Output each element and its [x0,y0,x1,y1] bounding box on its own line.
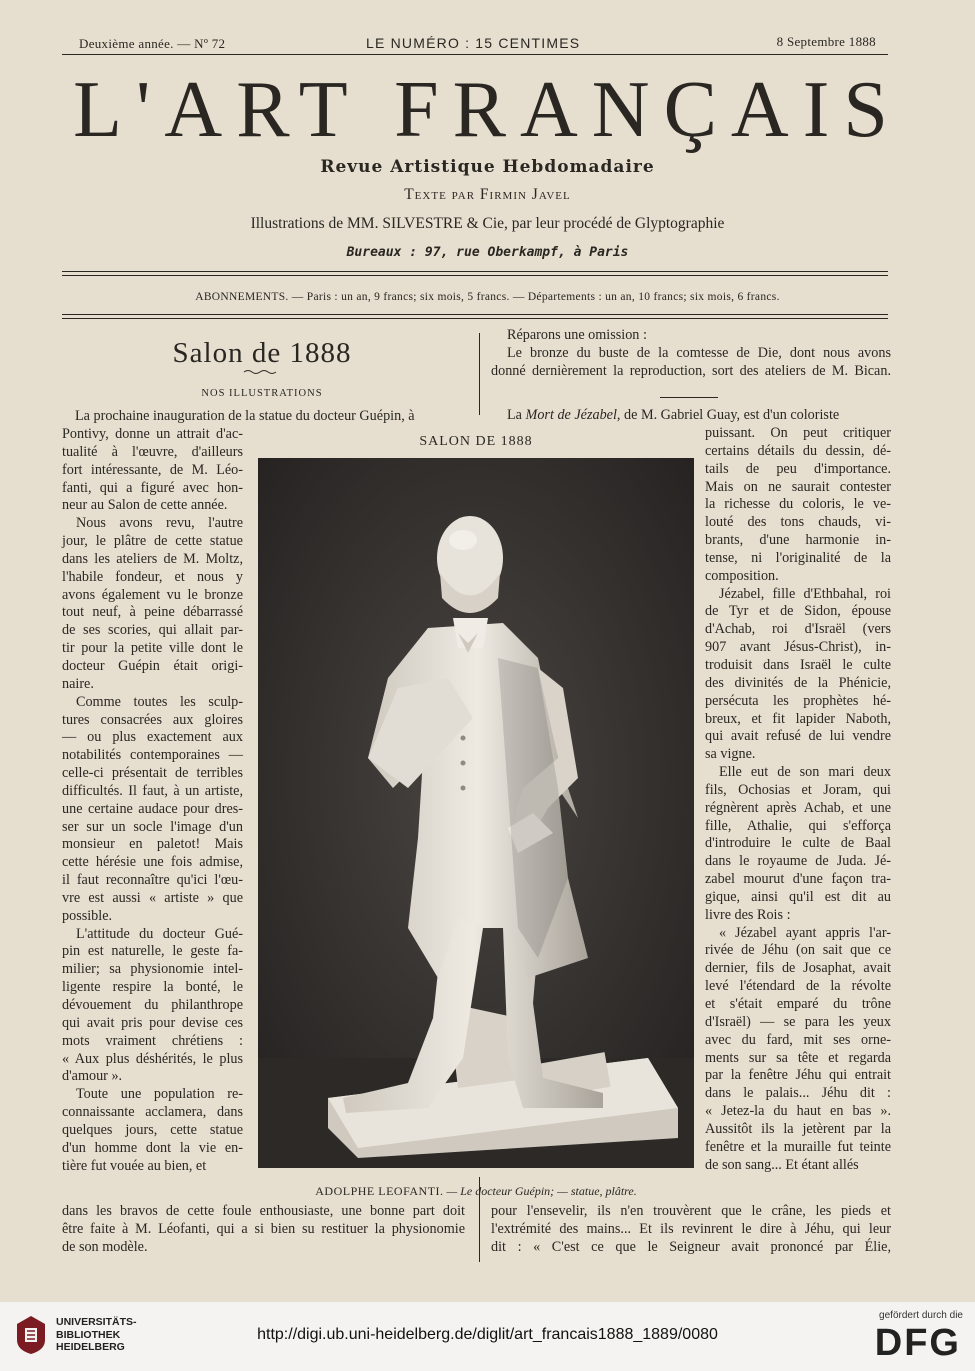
text-line: connaissante acclamera, dans [62,1104,243,1121]
text-line: puissant. On peut critiquer [705,425,891,441]
issue-number: Deuxième année. — Nº 72 [79,36,226,51]
text-line: cette hérésie une fois admise, [62,854,243,871]
text-line: dans les bravos de cette foule enthousiaste, une bonne part doit [62,1203,465,1219]
text-line: Mais on ne saurait contester [705,478,891,495]
text-line: par la fenêtre Jéhu qui entrait [705,1067,891,1084]
text-line: levé l'étendard de la révolte [705,978,891,995]
text-line: dernier, fils de Josaphat, avait [705,960,891,977]
heading-ornament [242,369,282,375]
text-line: dans les ateliers de M. Moltz, [62,550,243,567]
issue-price: LE NUMÉRO : 15 CENTIMES [366,35,581,51]
library-line-3: HEIDELBERG [56,1341,125,1353]
text-line: breux, et fit lapider Naboth, [705,710,891,727]
figure-label: SALON DE 1888 [419,434,533,449]
text-line: « Aux plus déshérités, le plus [62,1050,243,1067]
text-line: quelques jours, cette statue [62,1121,243,1138]
library-line-2: BIBLIOTHEK [56,1328,121,1341]
text-line: de ses scories, qui allait par- [62,622,243,639]
text-line: livre des Rois : [705,906,791,923]
text-line: d'Achab, roi d'Israël (vers [705,621,891,638]
text-line: vre est aussi « artiste » que [62,889,243,906]
text-line: 907 avant Jésus-Christ), in- [705,639,891,656]
text-line: troduisit dans Israël le culte [705,656,891,673]
subscriptions-rule-1 [62,314,888,315]
column-divider-top [479,333,480,415]
text-line: brants, d'une harmonie in- [705,532,891,549]
masthead-rule-1 [62,271,888,272]
statue-photograph [258,458,694,1168]
text-line: mots vraiment chrétiens : [62,1032,243,1049]
right-column-bottom [491,1203,891,1257]
jezabel-line: La Mort de Jézabel, de M. Gabriel Guay, est d'un coloriste [507,407,840,423]
text-line: Elle eut de son mari deux [719,764,891,781]
text-line: neur au Salon de cette année. [62,497,228,514]
text-line: Comme toutes les sculp- [76,693,243,710]
article-heading: Salon de 1888 [172,337,352,369]
text-line: régnèrent après Achab, et une [705,799,891,816]
caption-title: — Le docteur Guépin; — statue, plâtre. [446,1184,637,1198]
left-column-bottom [62,1203,465,1257]
text-line: dans le royaume de Juda. Jé- [705,853,891,870]
header-rule [62,54,888,55]
text-line: pour l'ensevelir, ils n'en trouvèrent que le crâne, les pieds et [491,1203,891,1219]
masthead-rule-2 [62,275,888,276]
text-line: naire. [62,675,94,692]
text-line: de Tyr et de Sidon, épouse [705,603,891,620]
masthead-subtitle: Revue Artistique Hebdomadaire [320,157,655,177]
text-line: gique, ainsi qu'il est dit au [705,888,891,905]
text-line: fille, Athalie, qui s'efforça [705,817,891,834]
text-line: Nous avons revu, l'autre [76,515,243,532]
text-line: tout neuf, à peine débarrassé [62,604,243,621]
text-line: composition. [705,567,779,584]
text-line: dans le palais... Jéhu dit : [705,1085,891,1102]
text-line: d'Israël) — se para les yeux [705,1013,891,1030]
text-line: de son modèle. [62,1238,148,1255]
caption-artist: ADOLPHE LEOFANTI. [315,1184,444,1198]
text-line: une certaine audace pour dres- [62,800,243,817]
text-line: L'attitude du docteur Gué- [76,925,243,942]
text-line: Pontivy, donne un attrait d'ac- [62,426,243,442]
text-line: ser sur un socle l'image d'un [62,818,243,835]
text-line: fils, Ochosias et Joram, qui [705,781,891,798]
text-line: sa vigne. [705,746,756,763]
text-line: fanti, qui a figuré avec hon- [62,479,243,496]
text-line: être faite à M. Léofanti, qui a si bien su restituer la physionomie [62,1220,465,1237]
text-line: tures consacrées aux gloires [62,711,243,728]
text-line: d'introduire le culte de Baal [705,835,891,852]
figure-caption [258,1184,694,1199]
text-line: tière fut vouée au bien, et [62,1157,207,1174]
source-url-link[interactable]: http://digi.ub.uni-heidelberg.de/diglit/art_francais1888_1889/0080 [257,1326,718,1343]
text-line: possible. [62,907,113,924]
text-line: tualité à l'œuvre, d'ailleurs [62,443,243,460]
subscriptions-line: ABONNEMENTS. — Paris : un an, 9 francs; six mois, 5 francs. — Départements : un an, 10 francs; six mois, 6 francs. [195,291,780,303]
text-line: qui avait pris pour devise ces [62,1014,243,1031]
text-line: avec du fard, mit ses orne- [705,1031,891,1048]
text-line: l'extrémité des mains... Et ils revinrent le dire à Jéhu, qui leur [491,1220,891,1237]
text-line: louté des tons chauds, vi- [705,514,891,531]
text-line: d'un homme dont la vie en- [62,1139,243,1156]
text-line: milier; sa physionomie intel- [62,961,243,978]
text-line: l'habile fondeur, et nous y [62,568,243,585]
text-line: Toute une population re- [76,1086,243,1103]
text-line: tense, ni l'originalité de la [705,549,891,566]
masthead-illustrations: Illustrations de MM. SILVESTRE & Cie, par leur procédé de Glyptographie [250,215,725,232]
text-line: persécuta les prophètes hé- [705,692,891,709]
text-line: Jézabel, fille d'Ethbahal, roi [719,585,891,602]
text-line: des divinités de la Phénicie, [705,674,891,691]
text-line: zabel mourut d'une façon tra- [705,871,891,888]
masthead-title: L'ART FRANÇAIS [73,66,902,154]
text-line: — ou plus exactement aux [62,729,243,746]
text-line: jour, le plâtre de cette statue [62,533,243,550]
text-line: pin est naturelle, le geste fa- [62,943,243,960]
text-line: celle-ci présentait de terribles [62,765,243,782]
text-line: dit : « C'est ce que le Seigneur avait prononcé par Élie, [491,1238,891,1255]
text-line: rivée de Jéhu (on sait que ce [705,942,891,959]
text-line: d'amour ». [62,1068,123,1085]
text-line: donné dernièrement la reproduction, sort des ateliers de M. Bican. [491,362,891,379]
issue-date: 8 Septembre 1888 [776,34,876,49]
statue-illustration [258,458,694,1168]
text-line: ments sur sa tête et regarda [705,1049,891,1066]
text-line: Aussitôt ils la jetèrent par la [705,1120,891,1137]
text-line: fenêtre et la muraille fut teinte [705,1138,891,1155]
text-line: tails de peu d'importance. [705,460,891,477]
digitization-footer [0,1302,975,1371]
text-line: « Jézabel ayant appris l'ar- [719,924,891,941]
left-column [62,426,243,1175]
text-line: Réparons une omission : [507,327,647,343]
text-line: monsieur en paletot! Mais [62,836,243,853]
text-line: certains détails du dessin, dé- [705,442,891,459]
right-short-rule [660,397,718,398]
text-line: difficultés. Il faut, à un artiste, [62,782,243,799]
text-line: et s'était emparé du trône [705,996,891,1012]
text-line: tir pour la petite ville dont le [62,640,243,657]
text-line: Le bronze du buste de la comtesse de Die, dont nous avons [507,344,891,361]
funded-by-text: gefördert durch die [879,1310,963,1321]
text-line: fort intéressante, de M. Léo- [62,461,243,478]
text-line: dévouement du philanthrope [62,997,243,1013]
masthead-bureaux: Bureaux : 97, rue Oberkampf, à Paris [346,245,629,260]
text-line: il faut reconnaître qu'ici l'œu- [62,872,243,889]
section-heading: NOS ILLUSTRATIONS [201,388,323,399]
text-line: de son sang... Et étant allés [705,1156,859,1173]
right-column [705,425,891,1174]
text-line: « Jetez-la du haut en bas ». [705,1103,891,1120]
article-lead-line: La prochaine inauguration de la statue du docteur Guépin, à [75,408,415,424]
text-line: qui avait refusé de lui vendre [705,728,891,745]
right-column-top [491,327,891,381]
text-line: la richesse du coloris, le ve- [705,496,891,513]
masthead-text-by: Texte par Firmin Javel [404,186,571,203]
library-line-1: UNIVERSITÄTS- [56,1316,137,1328]
text-line: docteur Guépin était origi- [62,657,243,674]
subscriptions-rule-2 [62,318,888,319]
text-line: notabilités contemporaines — [62,747,243,764]
text-line: ligente respire la bonté, le [62,979,243,996]
text-line: avons également vu le bronze [62,586,243,603]
dfg-logo: DFG [874,1322,961,1364]
